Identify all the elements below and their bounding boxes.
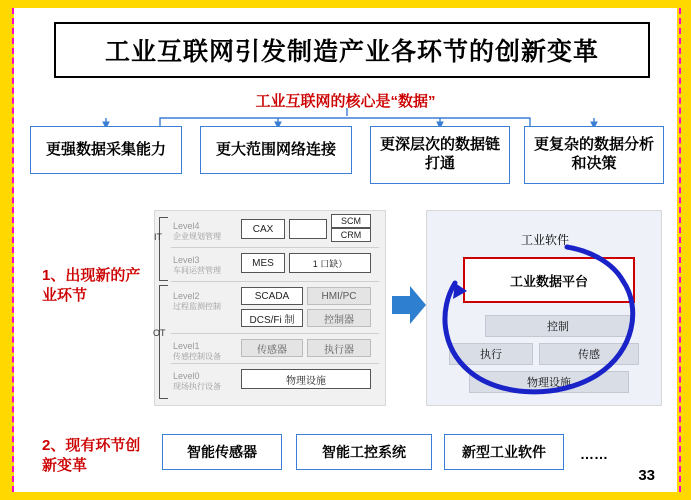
- level1-text: Level1 传感控制设备: [173, 341, 221, 362]
- it-brace-label: IT: [154, 232, 162, 242]
- capability-card-3[interactable]: 更深层次的数据链打通: [370, 126, 510, 184]
- bottom-ellipsis: ……: [580, 446, 608, 462]
- industrial-software-label: 工业软件: [520, 233, 569, 247]
- left-label-existing-segments: 2、现有环节创新变革: [42, 437, 141, 475]
- level2-text: Level2 过程监测控制: [173, 291, 221, 312]
- level3-text: Level3 车间运营管理: [173, 255, 221, 276]
- control-band: 控制: [485, 315, 631, 337]
- pyramid-separator-4: [171, 363, 379, 364]
- capability-card-1[interactable]: 更强数据采集能力: [30, 126, 182, 174]
- level0-text: Level0 现场执行设备: [173, 371, 221, 392]
- pyramid-box-controller[interactable]: 控制器: [307, 309, 371, 327]
- pyramid-box-blank[interactable]: [289, 219, 327, 239]
- data-loop-panel: [426, 210, 662, 406]
- bottom-card-smart-sensor[interactable]: 智能传感器: [162, 434, 282, 470]
- ot-brace-label: OT: [153, 328, 166, 338]
- pyramid-box-scm[interactable]: SCM: [331, 214, 371, 228]
- pyramid-separator-2: [171, 281, 379, 282]
- pyramid-box-actuator[interactable]: 执行器: [307, 339, 371, 357]
- pyramid-box-dcs[interactable]: DCS/Fi 制: [241, 309, 303, 327]
- pyramid-box-gap[interactable]: 1 口缺）: [289, 253, 371, 273]
- capability-card-4[interactable]: 更复杂的数据分析和决策: [524, 126, 664, 184]
- pyramid-separator-1: [171, 247, 379, 248]
- bottom-card-new-industrial-software[interactable]: 新型工业软件: [444, 434, 564, 470]
- slide-title-box: [54, 22, 650, 78]
- innovation-strip: [154, 430, 664, 476]
- pyramid-box-crm[interactable]: CRM: [331, 228, 371, 242]
- industrial-data-platform-box: 工业数据平台: [463, 257, 635, 303]
- it-brace: [159, 217, 168, 281]
- left-label-new-segments: 1、出现新的产业环节: [42, 267, 141, 305]
- automation-pyramid: [154, 210, 386, 406]
- pyramid-box-hmi-pc[interactable]: HMI/PC: [307, 287, 371, 305]
- right-decoration-rail: [679, 8, 681, 492]
- sense-band: 传感: [539, 343, 639, 365]
- transform-arrow-icon: [392, 286, 426, 324]
- page-number: 33: [638, 467, 655, 484]
- level4-text: Level4 企业规划管理: [173, 221, 221, 242]
- page-title: 工业互联网引发制造产业各环节的创新变革: [104, 38, 599, 66]
- pyramid-box-cax[interactable]: CAX: [241, 219, 285, 239]
- physical-band: 物理设施: [469, 371, 629, 393]
- slide-canvas: [14, 8, 677, 492]
- key-capability-cards: [30, 126, 664, 188]
- execute-band: 执行: [449, 343, 533, 365]
- pyramid-box-scada[interactable]: SCADA: [241, 287, 303, 305]
- pyramid-separator-3: [171, 333, 379, 334]
- bottom-card-smart-control-system[interactable]: 智能工控系统: [296, 434, 432, 470]
- pyramid-box-sensor[interactable]: 传感器: [241, 339, 303, 357]
- feedback-loop-arrow-icon: [427, 211, 663, 407]
- ot-brace: [159, 285, 168, 399]
- pyramid-box-physical[interactable]: 物理设施: [241, 369, 371, 389]
- pyramid-box-mes[interactable]: MES: [241, 253, 285, 273]
- slide-subtitle: 工业互联网的核心是“数据”: [255, 93, 436, 110]
- capability-card-2[interactable]: 更大范围网络连接: [200, 126, 352, 174]
